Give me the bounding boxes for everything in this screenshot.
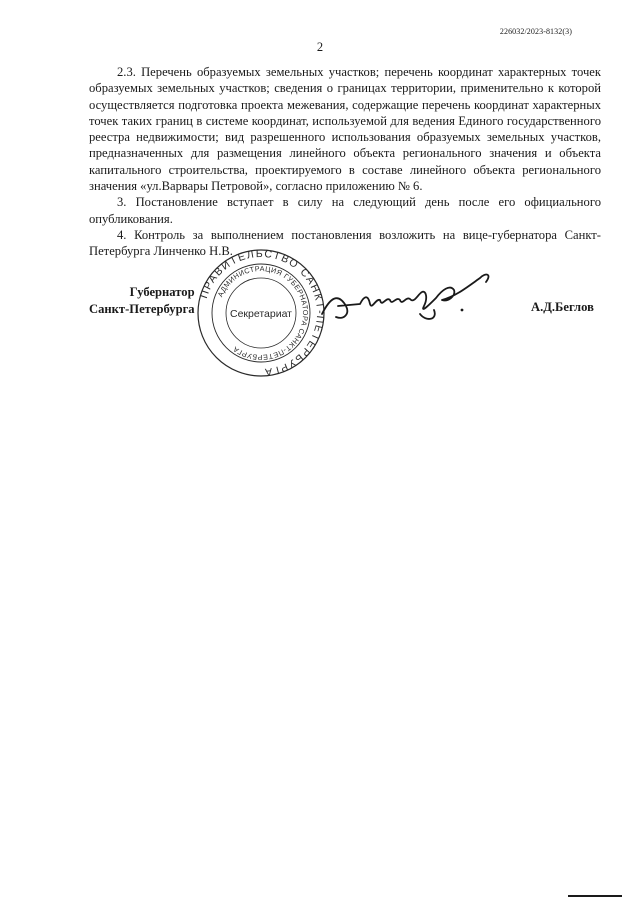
page-corner-mark [568,894,622,898]
signature-dot [461,309,464,312]
signatory-position [89,284,195,318]
official-seal [196,248,326,378]
signature-stroke [322,275,488,319]
seal-outer-text: ПРАВИТЕЛЬСТВО САНКТ-ПЕТЕРБУРГА [198,248,326,378]
document-number: 226032/2023-8132(3) [499,27,572,36]
position-title: Губернатор [129,285,195,299]
page-number: 2 [316,40,324,54]
paragraph-4: 4. Контроль за выполнением постановления возложить на вице-губернатора Санкт-Петербурга Линченко Н.В. [89,227,601,259]
signatory-name: А.Д.Беглов [531,300,594,314]
seal-inner-text: АДМИНИСТРАЦИЯ ГУБЕРНАТОРА САНКТ-ПЕТЕРБУРГА [215,263,311,363]
document-body [89,64,601,260]
handwritten-signature [316,262,506,324]
position-city: Санкт-Петербурга [89,302,195,316]
paragraph-2-3: 2.3. Перечень образуемых земельных участков; перечень координат характерных точек образуемых земельных участков; сведения о границах территории, применительно к которой осуществляется подготовка проекта межевания, содержащие перечень координат характерных точек таких границ в системе координат, используемой для ведения Единого государственного реестра недвижимости; вид разрешенного использования образуемых земельных участков, предназначенных для размещения линейного объекта регионального значения и объекта капитального строительства, проектируемого в составе линейного объекта регионального значения «ул.Варвары Петровой», согласно приложению № 6. [89,65,601,194]
paragraph-3: 3. Постановление вступает в силу на следующий день после его официального опубликования. [89,195,601,226]
seal-center-text: Секретариат [229,308,293,320]
